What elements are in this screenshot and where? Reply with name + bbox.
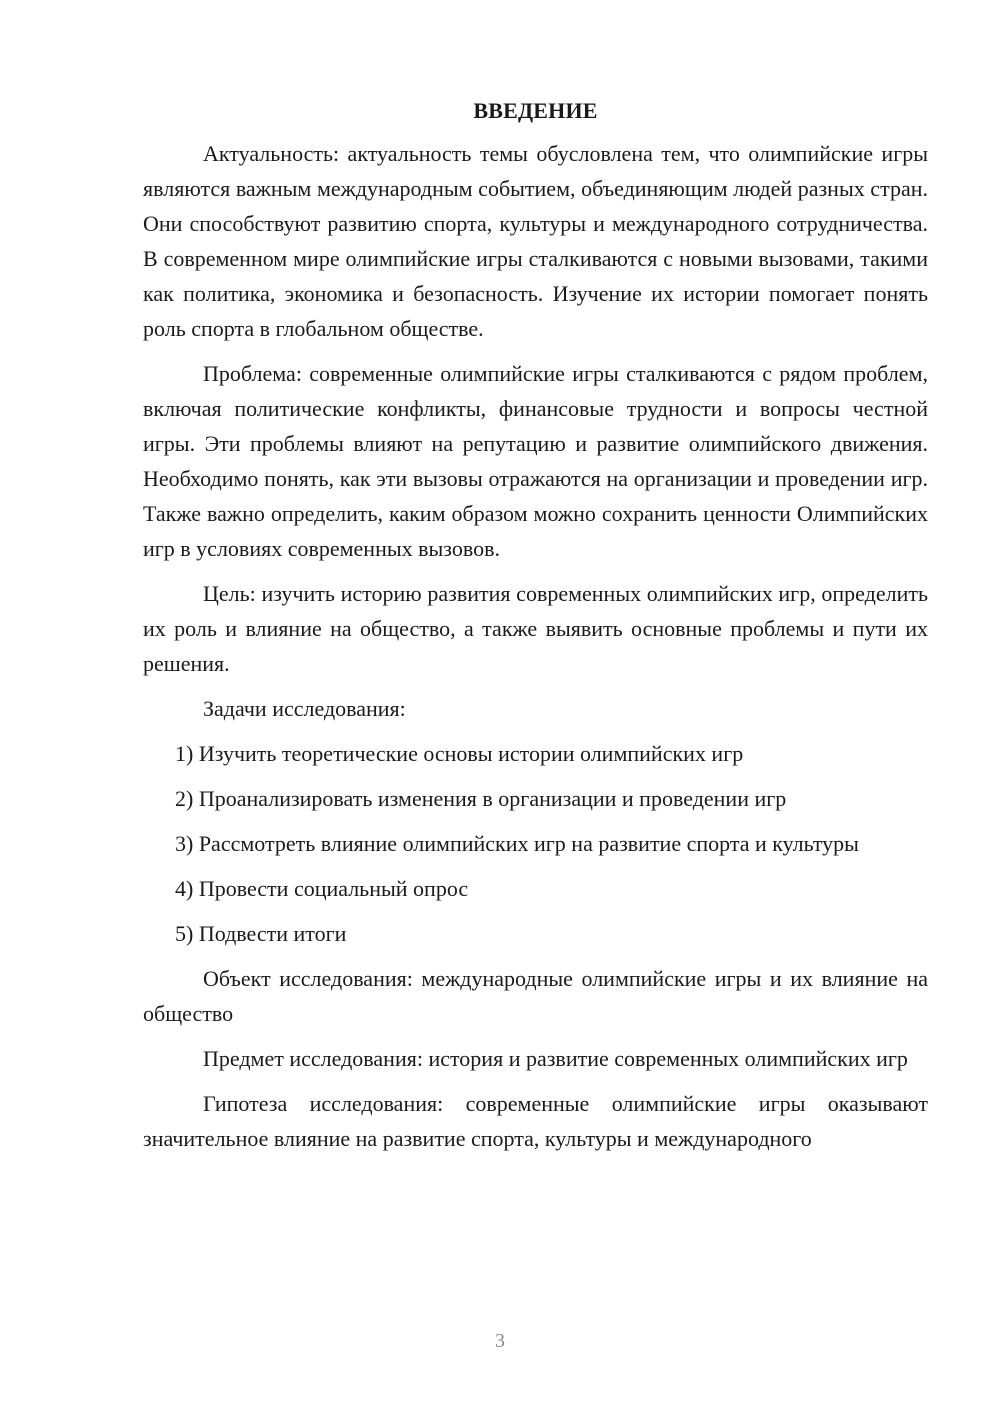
page-title: ВВЕДЕНИЕ — [473, 98, 598, 123]
problem-paragraph: Проблема: современные олимпийские игры сталкиваются с рядом проблем, включая политические конфликты, финансовые трудности и вопросы честной игры. Эти проблемы влияют на репутацию и развитие олимпийского движения. Необходимо понять, как эти вызовы отражаются на организации и проведении игр. Также важно определить, каким образом можно сохранить ценности Олимпийских игр в условиях современных вызовов. — [143, 361, 928, 561]
hypothesis-paragraph: Гипотеза исследования: современные олимпийские игры оказывают значительное влияние на развитие спорта, культуры и международного — [143, 1091, 928, 1151]
subject-paragraph: Предмет исследования: история и развитие современных олимпийских игр — [203, 1046, 908, 1071]
goal-paragraph: Цель: изучить историю развития современных олимпийских игр, определить их роль и влияние на общество, а также выявить основные проблемы и пути их решения. — [143, 581, 928, 676]
task-item-5: 5) Подвести итоги — [175, 921, 347, 946]
object-paragraph: Объект исследования: международные олимпийские игры и их влияние на общество — [143, 966, 928, 1026]
task-item-2: 2) Проанализировать изменения в организации и проведении игр — [175, 786, 787, 811]
relevance-paragraph: Актуальность: актуальность темы обусловлена тем, что олимпийские игры являются важным международным событием, объединяющим людей разных стран. Они способствуют развитию спорта, культуры и международного сотрудничества. В современном мире олимпийские игры сталкиваются с новыми вызовами, такими как политика, экономика и безопасность. Изучение их истории помогает понять роль спорта в глобальном обществе. — [143, 141, 928, 341]
task-item-1: 1) Изучить теоретические основы истории олимпийских игр — [175, 741, 744, 766]
document-page — [143, 96, 928, 1166]
page-number: 3 — [495, 1330, 505, 1352]
task-item-4: 4) Провести социальный опрос — [175, 876, 469, 901]
task-item-3: 3) Рассмотреть влияние олимпийских игр на развитие спорта и культуры — [175, 831, 859, 856]
tasks-heading: Задачи исследования: — [203, 696, 406, 721]
